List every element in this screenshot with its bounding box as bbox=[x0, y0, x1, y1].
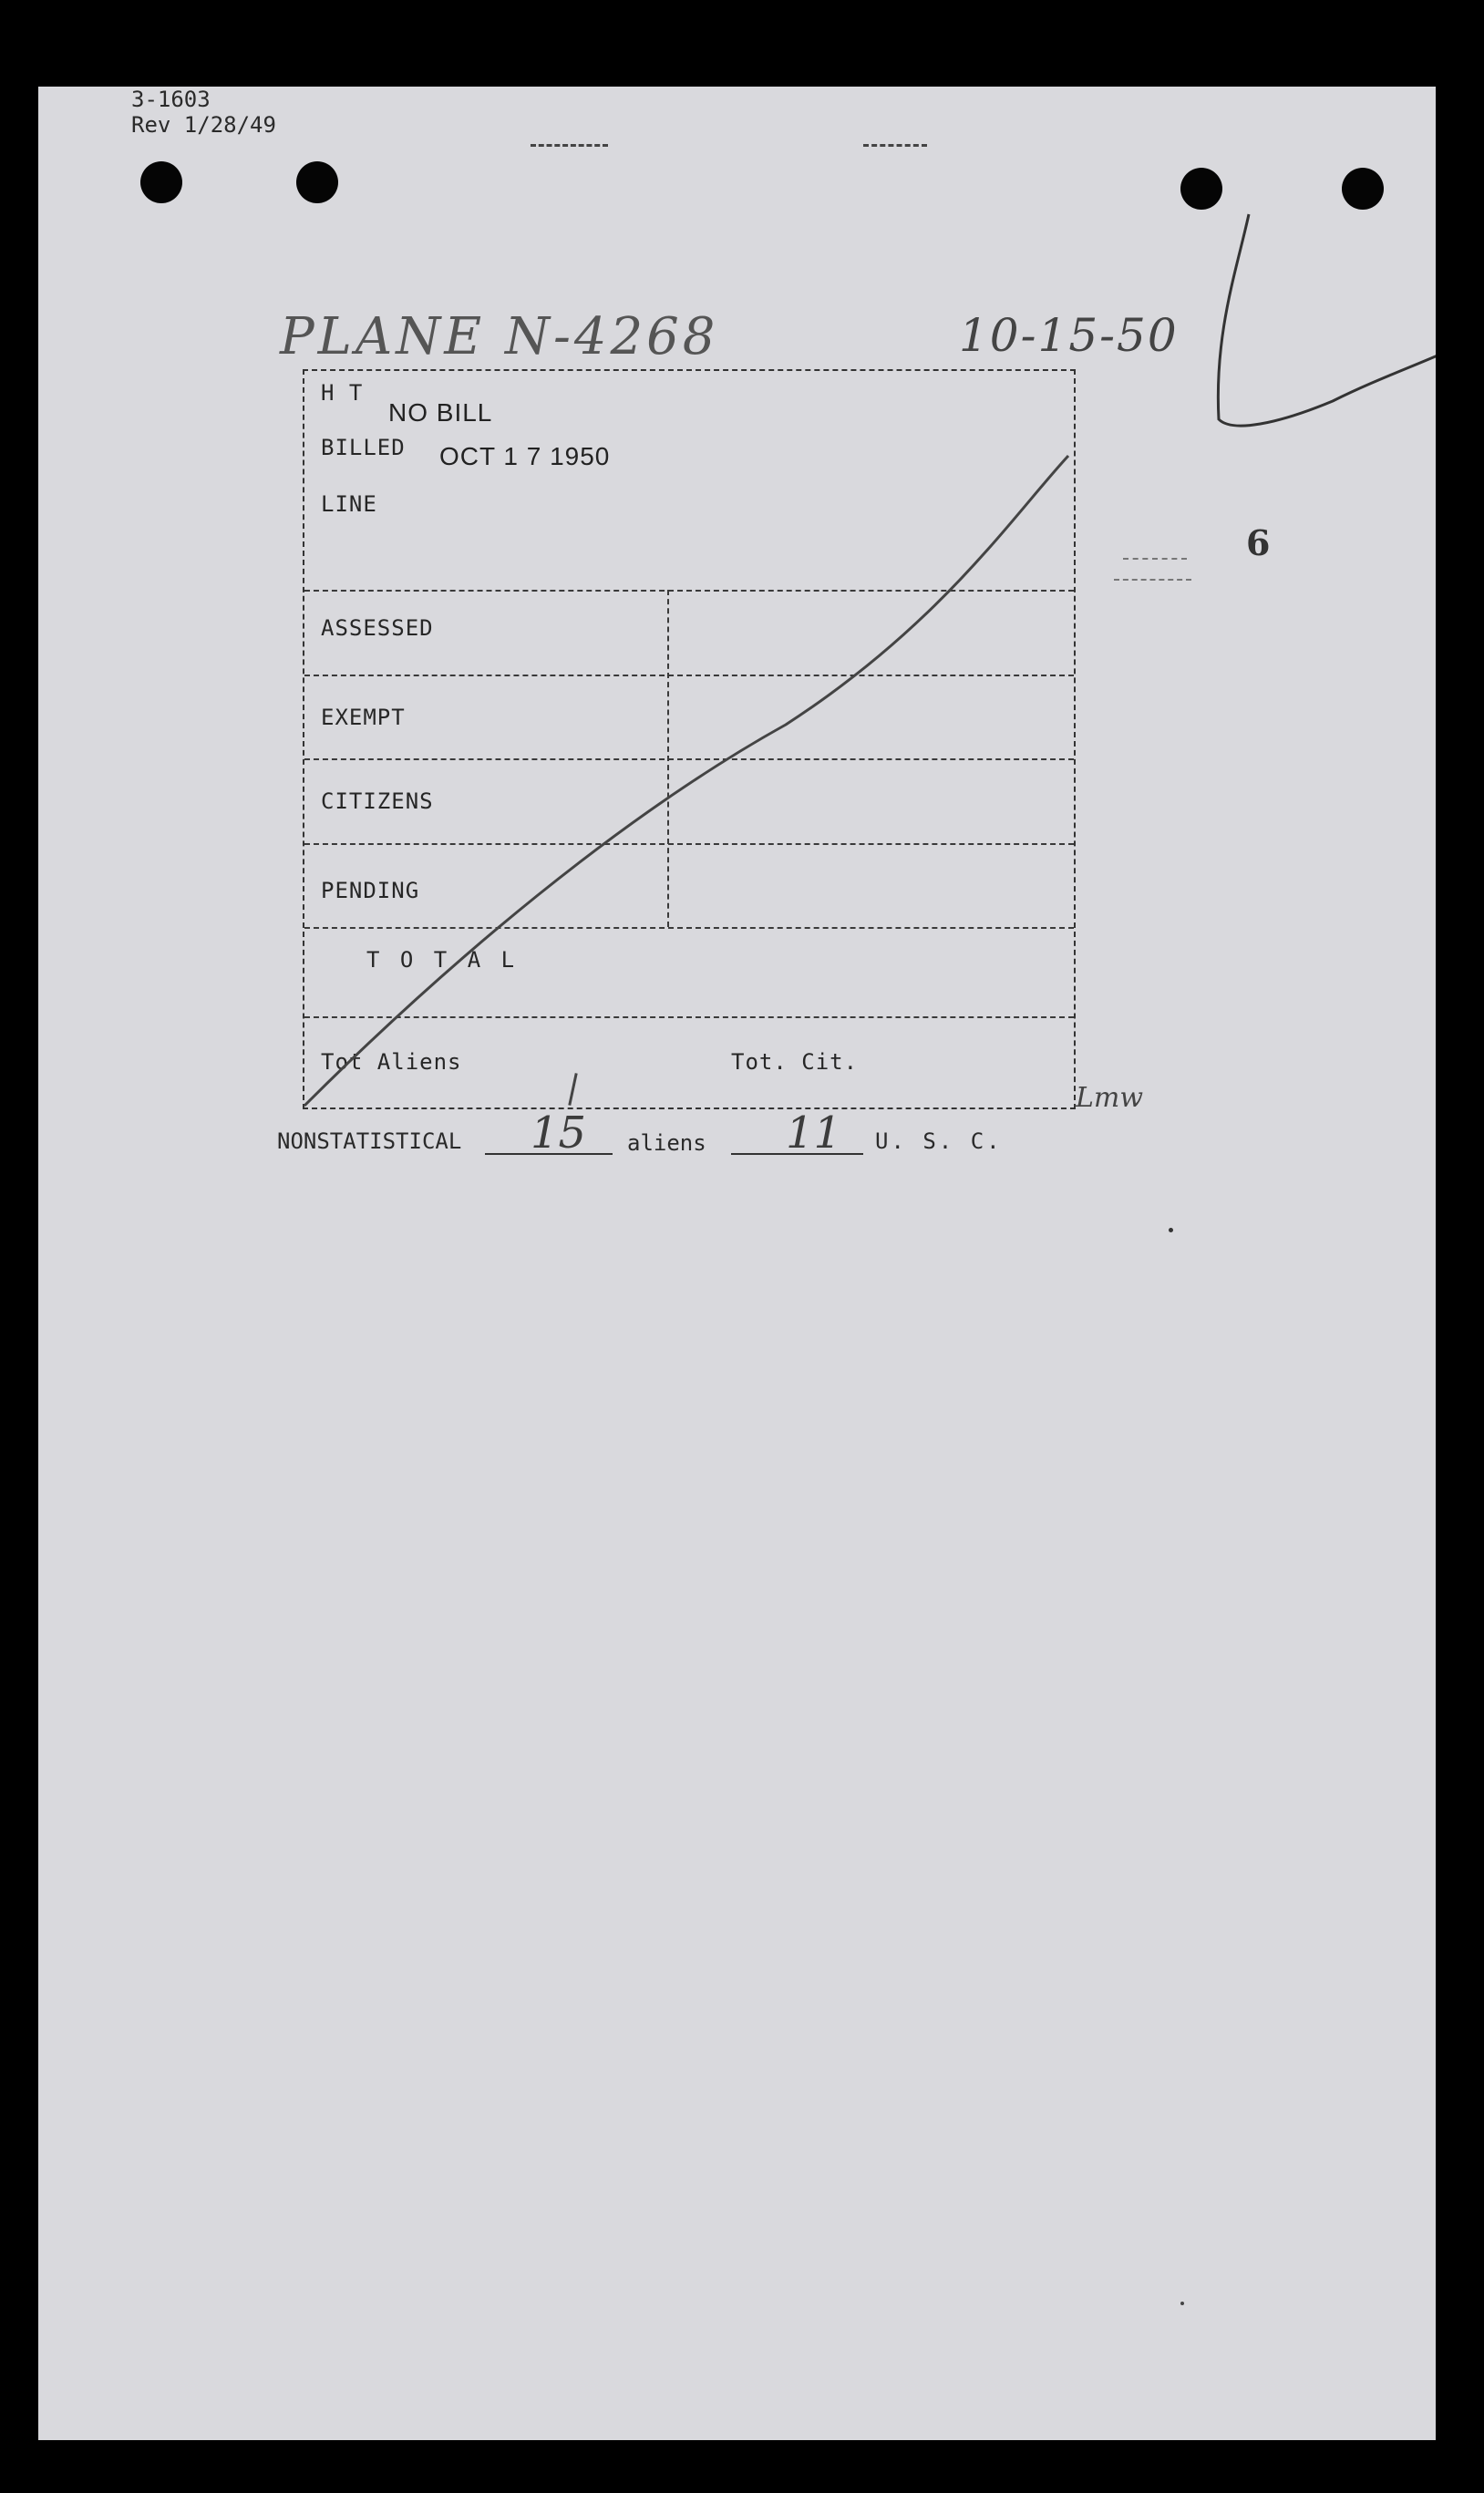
handwritten-initials: Lmw bbox=[1076, 1082, 1144, 1114]
nonstatistical-label: NONSTATISTICAL bbox=[277, 1128, 462, 1154]
total-label: T O T A L bbox=[366, 947, 519, 973]
margin-dashes-2 bbox=[1114, 579, 1191, 581]
line-label: LINE bbox=[321, 491, 377, 517]
row-divider bbox=[304, 758, 1074, 760]
column-divider bbox=[667, 590, 669, 927]
form-code-block bbox=[131, 87, 276, 138]
aliens-label: aliens bbox=[627, 1130, 706, 1156]
tot-cit-label: Tot. Cit. bbox=[731, 1049, 859, 1075]
assessed-label: ASSESSED bbox=[321, 615, 434, 641]
top-mark-left bbox=[531, 144, 608, 147]
speck bbox=[1180, 2302, 1184, 2305]
punch-hole-4 bbox=[1342, 168, 1384, 210]
row-divider bbox=[304, 590, 1074, 592]
citizens-label: CITIZENS bbox=[321, 788, 434, 814]
handwritten-plane: PLANE N-4268 bbox=[280, 307, 719, 366]
ht-label: H T bbox=[321, 380, 364, 406]
no-bill-stamp: NO BILL bbox=[388, 398, 493, 427]
date-stamp: OCT 1 7 1950 bbox=[439, 442, 611, 470]
form-code: 3-1603 bbox=[131, 87, 211, 112]
row-divider bbox=[304, 675, 1074, 676]
margin-dashes bbox=[1123, 558, 1187, 560]
tot-aliens-label: Tot Aliens bbox=[321, 1049, 462, 1075]
page-number: 6 bbox=[1246, 522, 1271, 563]
top-mark-right bbox=[863, 144, 927, 147]
billed-label: BILLED bbox=[321, 435, 406, 460]
punch-hole-3 bbox=[1180, 168, 1222, 210]
usc-count: 11 bbox=[786, 1107, 842, 1159]
speck bbox=[1169, 1228, 1173, 1232]
form-revision: Rev 1/28/49 bbox=[131, 112, 276, 138]
usc-label: U. S. C. bbox=[875, 1128, 1003, 1154]
row-divider bbox=[304, 843, 1074, 845]
exempt-label: EXEMPT bbox=[321, 705, 406, 730]
document-page bbox=[38, 87, 1436, 2440]
punch-hole-1 bbox=[140, 161, 182, 203]
row-divider bbox=[304, 927, 1074, 929]
check-mark bbox=[1196, 205, 1436, 442]
handwritten-date: 10-15-50 bbox=[959, 309, 1179, 362]
tally-form bbox=[303, 369, 1076, 1109]
aliens-count: 15 bbox=[531, 1107, 587, 1159]
pending-label: PENDING bbox=[321, 878, 420, 903]
punch-hole-2 bbox=[296, 161, 338, 203]
row-divider bbox=[304, 1016, 1074, 1018]
